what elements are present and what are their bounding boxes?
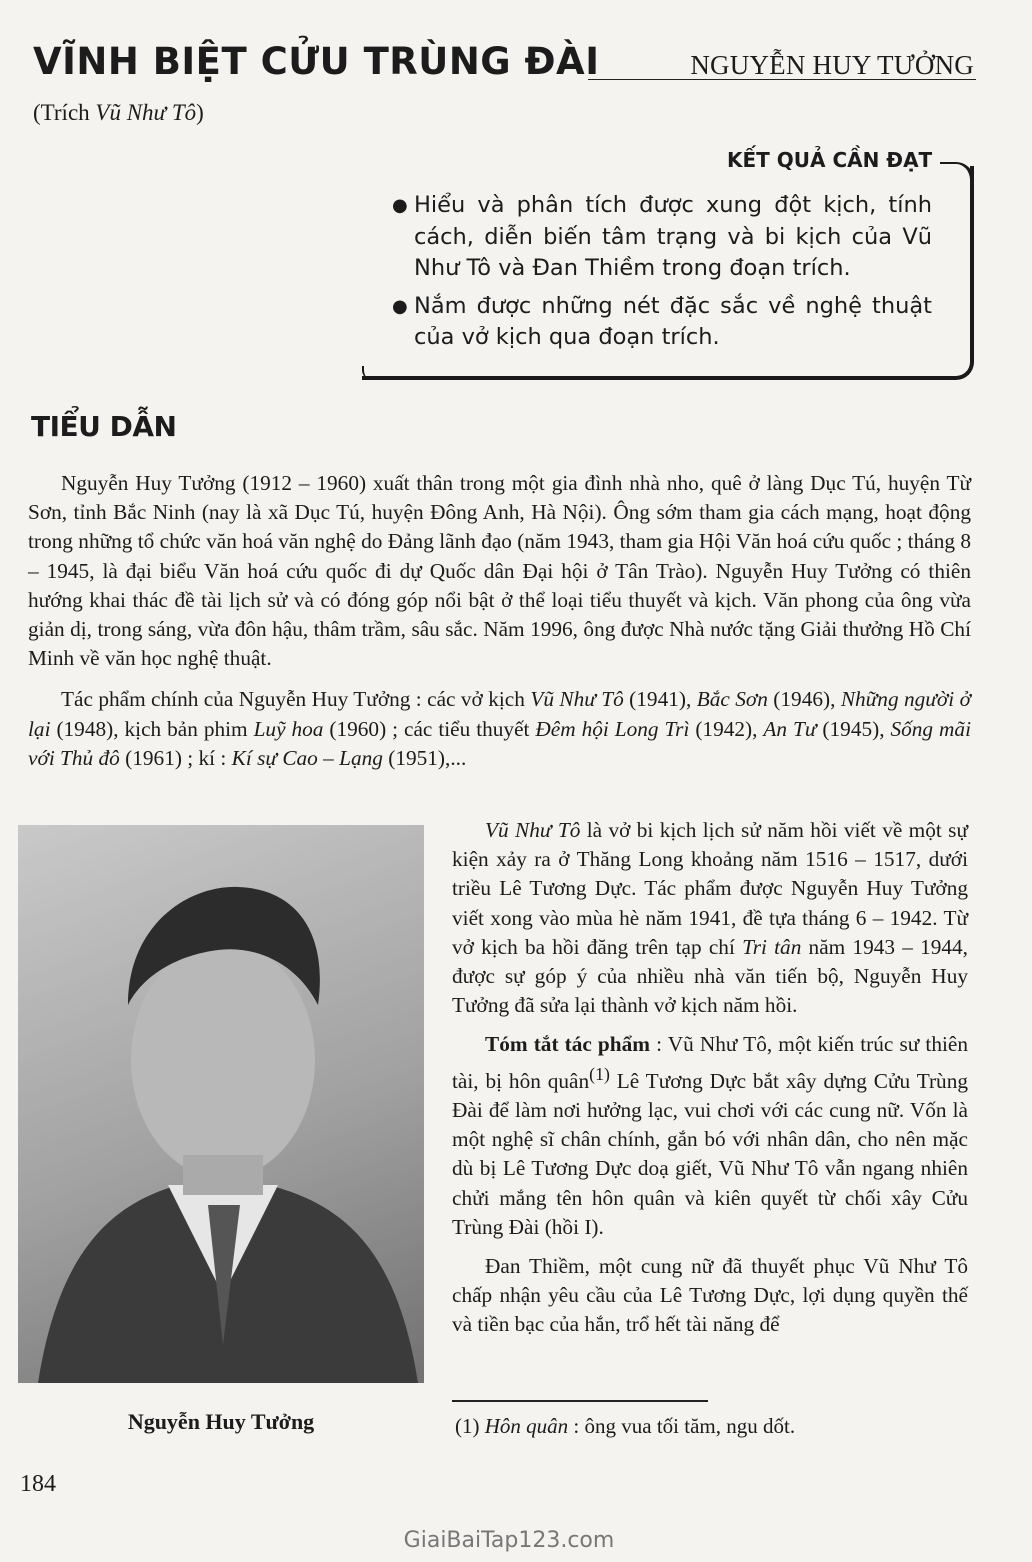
text-run: năm 1943 – 1944, được sự góp ý của nhiều nhà văn tiến bộ, Nguyễn Huy Tưởng đã sửa lại thành vở kịch năm hồi. (452, 934, 968, 1018)
goal-text: Nắm được những nét đặc sắc về nghệ thuật của vở kịch qua đoạn trích. (414, 292, 932, 350)
photo-caption: Nguyễn Huy Tưởng (127, 1409, 315, 1434)
work-title: Vũ Như Tô (530, 687, 624, 712)
magazine-title: Tri tân (742, 934, 802, 959)
bullet-icon: ● (392, 295, 408, 317)
goals-heading: KẾT QUẢ CẦN ĐẠT (727, 148, 940, 172)
goal-item (392, 190, 932, 285)
text-run: (1960) ; các tiểu thuyết (323, 716, 536, 741)
excerpt-work: Vũ Như Tô (95, 100, 197, 125)
excerpt-note (33, 100, 204, 126)
goal-item (392, 291, 932, 354)
text-run: (1948), kịch bản phim (50, 716, 254, 741)
footnote-rule (452, 1400, 708, 1402)
text-run: (1945), (816, 716, 891, 741)
text-run: (1951),... (382, 745, 467, 770)
work-title: Sống mãi với Thủ đô (28, 716, 971, 770)
work-title: Luỹ hoa (253, 716, 324, 741)
footnote-term: Hôn quân (484, 1414, 569, 1438)
text-run: (1946), (767, 687, 841, 712)
section-heading: TIỂU DẪN (31, 410, 177, 443)
text-run: : Vũ Như Tô, một kiến trúc sư thiên tài, bị hôn quân (452, 1032, 969, 1093)
work-title: Vũ Như Tô (485, 818, 581, 842)
work-title: An Tư (763, 716, 817, 741)
work-title: Đêm hội Long Trì (535, 716, 690, 741)
text-run: (1941), (623, 687, 697, 712)
work-description (452, 816, 968, 1340)
watermark: GiaiBaiTap123.com (403, 1528, 615, 1553)
text-run: là vở bi kịch lịch sử năm hồi viết về một sự kiện xảy ra ở Thăng Long khoảng năm 1516 – 1517, dưới triều Lê Tương Dực. Tác phẩm được Nguyễn Huy Tưởng viết xong vào mùa hè năm 1941, đề tựa tháng 6 – 1942. Từ vở kịch ba hồi đăng trên tạp chí (452, 818, 968, 959)
portrait-image (18, 825, 424, 1383)
author-name: NGUYỄN HUY TƯỞNG (690, 50, 974, 80)
summary-label: Tóm tắt tác phẩm (485, 1032, 651, 1057)
footnote (455, 1414, 795, 1439)
intro-paragraph-works (28, 685, 971, 773)
intro-paragraph-bio: Nguyễn Huy Tưởng (1912 – 1960) xuất thân trong một gia đình nhà nho, quê ở làng Dục Tú, huyện Từ Sơn, tỉnh Bắc Ninh (nay là xã Dục Tú, huyện Đông Anh, Hà Nội). Ông sớm tham gia cách mạng, hoạt động trong những tổ chức văn hoá văn nghệ do Đảng lãnh đạo (năm 1943, tham gia Hội Văn hoá cứu quốc ; tháng 8 – 1945, là đại biểu Văn hoá cứu quốc đi dự Quốc dân Đại hội ở Tân Trào). Nguyễn Huy Tưởng có thiên hướng khai thác đề tài lịch sử và có đóng góp nổi bật ở thể loại tiểu thuyết và kịch. Văn phong của ông vừa giản dị, trong sáng, vừa đôn hậu, thâm trầm, sâu sắc. Năm 1996, ông được Nhà nước tặng Giải thưởng Hồ Chí Minh về văn học nghệ thuật. (28, 471, 971, 671)
summary-paragraph-continued: Đan Thiềm, một cung nữ đã thuyết phục Vũ Như Tô chấp nhận yêu cầu của Lê Tương Dực, lợi dụng quyền thế và tiền bạc của hắn, trổ hết tài năng để (452, 1253, 968, 1337)
text-run: (1961) ; kí : (119, 745, 232, 770)
excerpt-suffix: ) (196, 100, 204, 125)
text-run: Lê Tương Dực bắt xây dựng Cửu Trùng Đài để làm nơi hưởng lạc, vui chơi với các cung nữ. Vốn là một nghệ sĩ chân chính, gắn bó với nhân dân, cho nên mặc dù bị Lê Tương Dực doạ giết, Vũ Như Tô vẫn ngang nhiên chửi mắng tên hôn quân và kiên quyết từ chối xây Cửu Trùng Đài (hồi I). (452, 1068, 968, 1239)
intro-text (28, 469, 971, 773)
excerpt-prefix: (Trích (33, 100, 96, 125)
summary-paragraph (452, 1030, 968, 1242)
description-paragraph (452, 816, 968, 1020)
author-photo (18, 825, 424, 1383)
lesson-title: VĨNH BIỆT CỬU TRÙNG ĐÀI (33, 40, 600, 83)
text-run: (1942), (689, 716, 764, 741)
goals-list (392, 190, 932, 360)
work-title: Bắc Sơn (696, 687, 768, 712)
footnote-definition: : ông vua tối tăm, ngu dốt. (568, 1414, 796, 1438)
goal-text: Hiểu và phân tích được xung đột kịch, tính cách, diễn biến tâm trạng và bi kịch của Vũ Như Tô và Đan Thiềm trong đoạn trích. (414, 192, 932, 281)
footnote-number: (1) (455, 1414, 485, 1438)
page-number: 184 (20, 1471, 56, 1497)
work-title: Kí sự Cao – Lạng (231, 745, 383, 770)
footnote-marker: (1) (589, 1063, 610, 1084)
work-title: Những người ở lại (28, 687, 971, 741)
text-run: Tác phẩm chính của Nguyễn Huy Tưởng : các vở kịch (61, 687, 531, 712)
bullet-icon: ● (392, 195, 408, 216)
